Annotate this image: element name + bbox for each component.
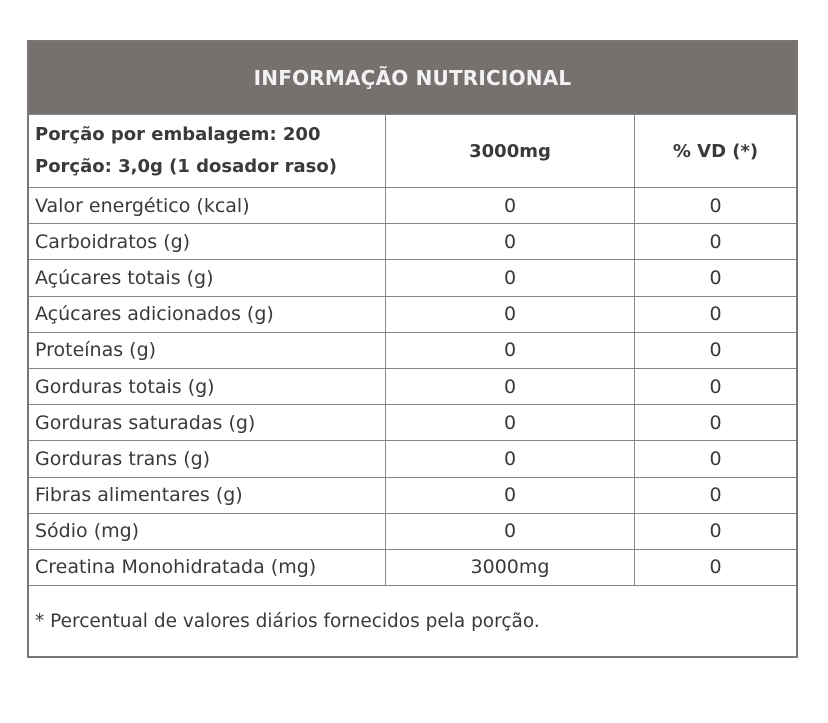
table-row bbox=[29, 440, 796, 476]
nutrient-dv: 0 bbox=[709, 447, 722, 470]
table-row bbox=[29, 332, 796, 368]
nutrition-facts-table bbox=[27, 40, 798, 658]
nutrient-dv: 0 bbox=[709, 339, 722, 362]
nutrient-amount: 0 bbox=[386, 188, 635, 223]
table-row bbox=[29, 477, 796, 513]
nutrient-dv: 0 bbox=[709, 411, 722, 434]
nutrient-amount: 0 bbox=[386, 441, 635, 476]
nutrient-name: Gorduras totais (g) bbox=[29, 369, 386, 404]
nutrient-name: Valor energético (kcal) bbox=[29, 188, 386, 223]
header-row bbox=[29, 114, 796, 187]
serving-size: Porção: 3,0g (1 dosador raso) bbox=[35, 156, 337, 177]
table-row bbox=[29, 259, 796, 295]
nutrient-name: Gorduras trans (g) bbox=[29, 441, 386, 476]
nutrient-name: Sódio (mg) bbox=[29, 514, 386, 549]
table-row bbox=[29, 187, 796, 223]
nutrient-amount: 0 bbox=[386, 297, 635, 332]
nutrient-amount: 0 bbox=[386, 224, 635, 259]
nutrient-amount: 0 bbox=[386, 369, 635, 404]
amount-header: 3000mg bbox=[386, 115, 635, 187]
serving-per-package: Porção por embalagem: 200 bbox=[35, 124, 321, 145]
footnote: * Percentual de valores diários fornecidos pela porção. bbox=[29, 585, 796, 656]
nutrient-dv: 0 bbox=[709, 375, 722, 398]
nutrient-dv: 0 bbox=[709, 266, 722, 289]
table-row bbox=[29, 368, 796, 404]
nutrient-dv: 0 bbox=[709, 303, 722, 326]
nutrient-amount: 0 bbox=[386, 260, 635, 295]
table-row bbox=[29, 404, 796, 440]
nutrient-dv: 0 bbox=[709, 194, 722, 217]
nutrient-name: Açúcares totais (g) bbox=[29, 260, 386, 295]
nutrient-amount: 0 bbox=[386, 333, 635, 368]
nutrient-amount: 0 bbox=[386, 405, 635, 440]
dv-header: % VD (*) bbox=[672, 140, 759, 162]
nutrient-name: Creatina Monohidratada (mg) bbox=[29, 550, 386, 585]
table-row bbox=[29, 549, 796, 585]
nutrient-dv: 0 bbox=[709, 520, 722, 543]
nutrient-name: Gorduras saturadas (g) bbox=[29, 405, 386, 440]
table-row bbox=[29, 296, 796, 332]
nutrient-amount: 3000mg bbox=[386, 550, 635, 585]
nutrient-amount: 0 bbox=[386, 514, 635, 549]
nutrient-name: Carboidratos (g) bbox=[29, 224, 386, 259]
nutrient-dv: 0 bbox=[709, 230, 722, 253]
nutrient-name: Fibras alimentares (g) bbox=[29, 478, 386, 513]
table-row bbox=[29, 513, 796, 549]
nutrient-name: Açúcares adicionados (g) bbox=[29, 297, 386, 332]
nutrient-dv: 0 bbox=[709, 556, 722, 579]
nutrient-dv: 0 bbox=[709, 484, 722, 507]
nutrient-name: Proteínas (g) bbox=[29, 333, 386, 368]
nutrient-amount: 0 bbox=[386, 478, 635, 513]
table-title: INFORMAÇÃO NUTRICIONAL bbox=[29, 42, 796, 114]
serving-info bbox=[29, 115, 386, 187]
table-row bbox=[29, 223, 796, 259]
